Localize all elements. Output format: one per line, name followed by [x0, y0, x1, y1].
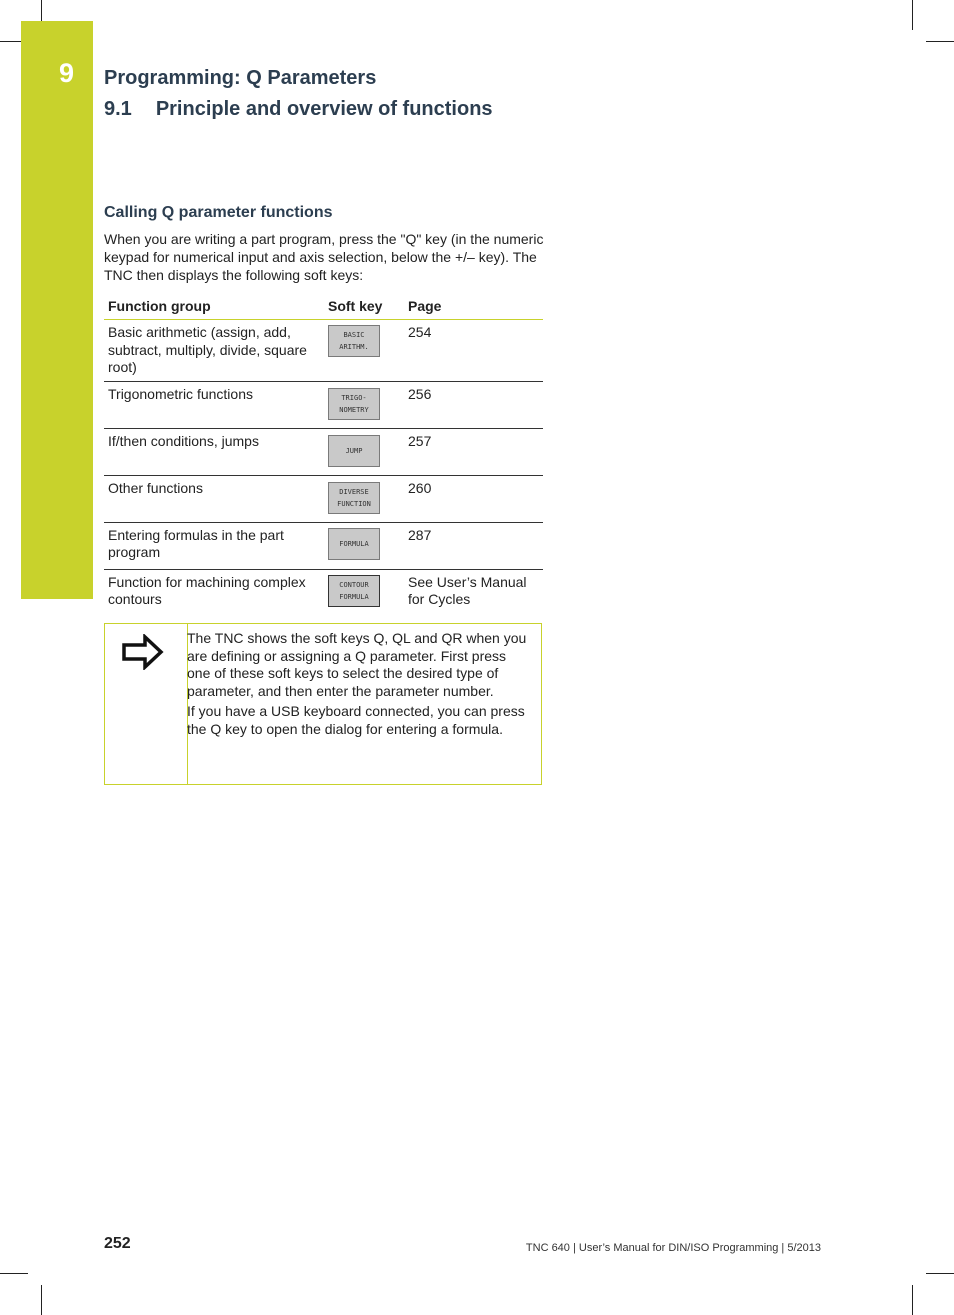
section-heading: Calling Q parameter functions: [104, 204, 333, 221]
arrow-right-icon: [121, 634, 165, 670]
chapter-number: 9: [59, 58, 75, 88]
crop-mark: [912, 1285, 913, 1315]
main-content: [104, 204, 544, 615]
footer-text: TNC 640 | User’s Manual for DIN/ISO Programming | 5/2013: [525, 1242, 821, 1254]
table-row: [104, 522, 543, 569]
crop-mark: [926, 41, 954, 42]
crop-mark: [926, 1273, 954, 1274]
page-cell: See User’s Manual for Cycles: [408, 573, 527, 607]
crop-mark: [0, 1273, 28, 1274]
section-name: Principle and overview of functions: [155, 98, 493, 120]
chapter-band: [21, 21, 93, 599]
page-cell: 254: [404, 320, 543, 382]
softkey-button[interactable]: FORMULA: [328, 528, 380, 560]
crop-mark: [41, 1285, 42, 1315]
note-paragraph: If you have a USB keyboard connected, you can press the Q key to open the dialog for entering a formula.: [187, 703, 525, 737]
function-group-cell: Basic arithmetic (assign, add, subtract, multiply, divide, square root): [104, 320, 324, 382]
function-group-cell: Trigonometric functions: [104, 381, 324, 428]
note-paragraph: The TNC shows the soft keys Q, QL and QR when you are defining or assigning a Q parameter. First press one of these soft keys to select the desired type of parameter, and then enter the parameter number.: [187, 630, 527, 699]
function-table: [104, 294, 543, 615]
function-group-cell: Function for machining complex contours: [108, 573, 306, 607]
table-header-row: [104, 294, 543, 320]
section-title: [104, 98, 493, 121]
column-header: Function group: [104, 294, 324, 320]
crop-mark: [41, 0, 42, 21]
table-row: [104, 569, 543, 615]
crop-mark: [0, 41, 21, 42]
column-header: Page: [404, 294, 543, 320]
table-row: [104, 320, 543, 382]
softkey-button[interactable]: TRIGO- NOMETRY: [328, 388, 380, 420]
table-row: [104, 475, 543, 522]
softkey-cell: [324, 320, 404, 382]
function-group-cell: If/then conditions, jumps: [104, 428, 324, 475]
table-row: [104, 428, 543, 475]
softkey-button[interactable]: CONTOUR FORMULA: [328, 575, 380, 607]
page-cell: 257: [404, 428, 543, 475]
note-text: [187, 630, 531, 742]
section-number: 9.1: [104, 98, 132, 120]
note-box: [104, 623, 542, 785]
softkey-button[interactable]: DIVERSE FUNCTION: [328, 482, 380, 514]
page-cell: 260: [404, 475, 543, 522]
crop-mark: [912, 0, 913, 30]
softkey-cell: [324, 475, 404, 522]
intro-paragraph: When you are writing a part program, press the "Q" key (in the numeric keypad for numerical input and axis selection, below the +/– key). The TNC then displays the following soft keys:: [104, 231, 544, 283]
softkey-cell: [324, 381, 404, 428]
function-group-cell: Entering formulas in the part program: [104, 522, 324, 569]
page-cell: 287: [404, 522, 543, 569]
softkey-button[interactable]: BASIC ARITHM.: [328, 325, 380, 357]
column-header: Soft key: [324, 294, 404, 320]
page-number: 252: [104, 1235, 131, 1252]
softkey-cell: [324, 569, 404, 615]
chapter-title: Programming: Q Parameters: [104, 67, 377, 89]
table-row: [104, 381, 543, 428]
page-cell: 256: [404, 381, 543, 428]
function-group-cell: Other functions: [104, 475, 324, 522]
softkey-cell: [324, 428, 404, 475]
softkey-cell: [324, 522, 404, 569]
softkey-button[interactable]: JUMP: [328, 435, 380, 467]
